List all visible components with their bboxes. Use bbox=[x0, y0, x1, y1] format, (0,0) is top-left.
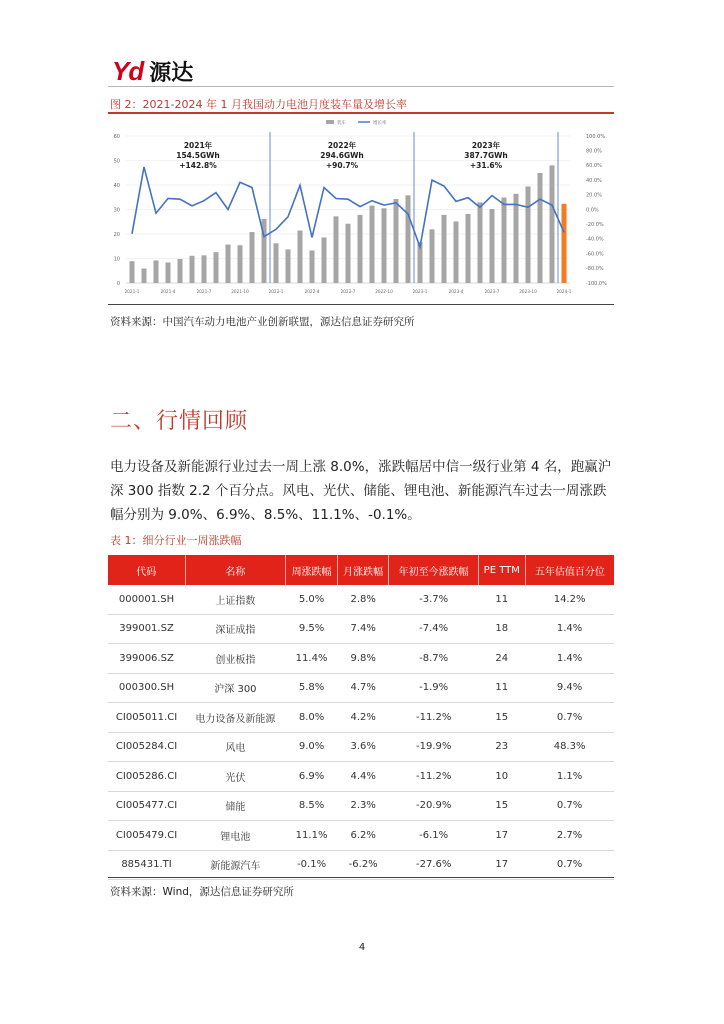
chart-x-tick-label: 2022-10 bbox=[375, 289, 393, 294]
table-cell: 深证成指 bbox=[185, 614, 286, 644]
figure-title: 图 2：2021-2024 年 1 月我国动力电池月度装车量及增长率 bbox=[110, 98, 407, 111]
chart-y2-tick-label: -60.0% bbox=[586, 251, 604, 258]
table-cell: 9.0% bbox=[286, 732, 338, 762]
table-cell: 11.4% bbox=[286, 644, 338, 674]
chart-y2-tick-label: 20.0% bbox=[586, 192, 602, 199]
table-cell: -7.4% bbox=[389, 614, 478, 644]
market-review-paragraph: 电力设备及新能源行业过去一周上涨 8.0%，涨跌幅居中信一级行业第 4 名，跑赢沪深 300 指数 2.2 个百分点。风电、光伏、储能、锂电池、新能源汽车过去一周涨跌幅分别为 9.0%、6.9%、8.5%、11.1%、-0.1%。 bbox=[110, 459, 612, 523]
table-cell: -8.7% bbox=[389, 644, 478, 674]
chart-x-tick-label: 2023-1 bbox=[412, 289, 428, 294]
table-cell: -19.9% bbox=[389, 732, 478, 762]
table-cell: 新能源汽车 bbox=[185, 850, 286, 880]
table-cell: 4.7% bbox=[337, 673, 389, 703]
table-cell: 储能 bbox=[185, 791, 286, 821]
chart-annotations bbox=[176, 140, 508, 170]
chart-bar bbox=[345, 224, 350, 283]
table-cell: 399001.SZ bbox=[108, 614, 185, 644]
chart-bar bbox=[189, 256, 194, 283]
table-cell: 8.5% bbox=[286, 791, 338, 821]
chart-bar bbox=[153, 260, 158, 283]
chart-y2-tick-label: -20.0% bbox=[586, 222, 604, 228]
table-cell: 10 bbox=[478, 762, 525, 792]
table-cell: 6.9% bbox=[286, 762, 338, 792]
table-cell: 399006.SZ bbox=[108, 644, 185, 674]
table-cell: 11 bbox=[478, 585, 525, 614]
chart-bar bbox=[297, 231, 302, 283]
annotation-total: 387.7GWh bbox=[464, 151, 508, 160]
chart-x-tick-label: 2022-7 bbox=[340, 289, 356, 294]
annotation-total: 154.5GWh bbox=[176, 151, 220, 160]
legend-bar-label: 装车 bbox=[337, 121, 346, 127]
header-divider bbox=[108, 86, 614, 87]
chart-y2-tick-label: 100.0% bbox=[586, 133, 606, 140]
table-row bbox=[108, 762, 614, 792]
table-cell: 沪深 300 bbox=[185, 673, 286, 703]
chart-bar bbox=[393, 199, 398, 283]
chart-bar bbox=[225, 245, 230, 283]
table-cell: -27.6% bbox=[389, 850, 478, 880]
table-row bbox=[108, 644, 614, 674]
chart-y-tick-label: 50 bbox=[113, 158, 120, 165]
chart-y2-tick-label: 80.0% bbox=[586, 148, 602, 155]
table-header-row bbox=[108, 555, 614, 585]
chart-y2-tick-label: -80.0% bbox=[586, 266, 604, 273]
table-cell: 000001.SH bbox=[108, 585, 185, 614]
table-cell: 11 bbox=[478, 673, 525, 703]
legend-line-label: 增长率 bbox=[373, 121, 387, 127]
chart-bar bbox=[369, 206, 374, 283]
table-cell: 9.4% bbox=[525, 673, 614, 703]
annotation-growth: +31.6% bbox=[469, 161, 503, 170]
table-cell: 1.1% bbox=[525, 762, 614, 792]
battery-installation-chart bbox=[108, 116, 614, 302]
legend-bar-swatch bbox=[326, 120, 334, 124]
company-logo bbox=[112, 56, 193, 87]
chart-right-axis-labels bbox=[586, 134, 607, 287]
chart-bar bbox=[141, 269, 146, 283]
table-cell: 3.6% bbox=[337, 732, 389, 762]
chart-x-tick-label: 2021-1 bbox=[124, 289, 140, 294]
chart-x-tick-label: 2023-4 bbox=[448, 289, 464, 294]
table-cell: 000300.SH bbox=[108, 673, 185, 703]
chart-bar bbox=[501, 197, 506, 283]
table-cell: -11.2% bbox=[389, 703, 478, 733]
chart-bar bbox=[333, 216, 338, 283]
chart-y-tick-label: 10 bbox=[113, 256, 120, 263]
figure-bottom-rule bbox=[108, 304, 614, 305]
chart-bar bbox=[405, 195, 410, 283]
table-cell: 4.2% bbox=[337, 703, 389, 733]
sector-performance-table bbox=[108, 555, 614, 880]
table-row bbox=[108, 673, 614, 703]
table-cell: 1.4% bbox=[525, 614, 614, 644]
table-row bbox=[108, 821, 614, 851]
table-cell: 9.5% bbox=[286, 614, 338, 644]
annotation-year: 2022年 bbox=[327, 141, 357, 150]
table-row bbox=[108, 791, 614, 821]
table-cell: 光伏 bbox=[185, 762, 286, 792]
table-cell: 6.2% bbox=[337, 821, 389, 851]
table-cell: 锂电池 bbox=[185, 821, 286, 851]
table-header-cell: 代码 bbox=[108, 555, 185, 585]
annotation-year: 2023年 bbox=[471, 141, 501, 150]
chart-x-tick-label: 2022-4 bbox=[304, 289, 320, 294]
chart-x-tick-label: 2021-10 bbox=[231, 289, 249, 294]
table-row bbox=[108, 850, 614, 880]
table-cell: 电力设备及新能源 bbox=[185, 703, 286, 733]
chart-legend bbox=[326, 119, 387, 126]
table-cell: 7.4% bbox=[337, 614, 389, 644]
table-cell: 17 bbox=[478, 821, 525, 851]
chart-x-tick-label: 2023-10 bbox=[519, 289, 537, 294]
annotation-year: 2021年 bbox=[183, 141, 213, 150]
chart-x-tick-label: 2023-7 bbox=[484, 289, 500, 294]
section-title: 二、行情回顾 bbox=[110, 409, 249, 434]
chart-bar bbox=[381, 208, 386, 283]
table-cell: 风电 bbox=[185, 732, 286, 762]
chart-bar bbox=[477, 202, 482, 283]
table-header-cell: PE TTM bbox=[478, 555, 525, 585]
chart-bar bbox=[177, 259, 182, 283]
table-cell: 2.7% bbox=[525, 821, 614, 851]
table-body bbox=[108, 585, 614, 880]
chart-bar bbox=[453, 222, 458, 283]
chart-x-tick-label: 2022-1 bbox=[268, 289, 284, 294]
chart-bar bbox=[537, 173, 542, 283]
table-cell: 8.0% bbox=[286, 703, 338, 733]
table-header-cell: 年初至今涨跌幅 bbox=[389, 555, 478, 585]
table-row bbox=[108, 703, 614, 733]
table-cell: 0.7% bbox=[525, 850, 614, 880]
table-cell: -1.9% bbox=[389, 673, 478, 703]
chart-bar bbox=[357, 215, 362, 283]
chart-bar bbox=[489, 209, 494, 283]
logo-text: 源达 bbox=[149, 61, 194, 86]
chart-bar bbox=[201, 255, 206, 283]
chart-bar bbox=[321, 237, 326, 283]
table-title: 表 1：细分行业一周涨跌幅 bbox=[110, 534, 242, 547]
chart-y-tick-label: 20 bbox=[113, 231, 120, 238]
table-cell: 2.3% bbox=[337, 791, 389, 821]
chart-bar bbox=[165, 262, 170, 283]
table-cell: 0.7% bbox=[525, 791, 614, 821]
table-cell: 4.4% bbox=[337, 762, 389, 792]
table-cell: CI005479.CI bbox=[108, 821, 185, 851]
annotation-total: 294.6GWh bbox=[320, 151, 364, 160]
table-cell: 2.8% bbox=[337, 585, 389, 614]
figure-title-rule bbox=[108, 112, 614, 114]
chart-bars bbox=[129, 165, 566, 283]
table-cell: 5.8% bbox=[286, 673, 338, 703]
table-cell: 创业板指 bbox=[185, 644, 286, 674]
table-header-cell: 名称 bbox=[185, 555, 286, 585]
table-cell: 18 bbox=[478, 614, 525, 644]
chart-y2-tick-label: 60.0% bbox=[586, 163, 602, 170]
table-cell: 48.3% bbox=[525, 732, 614, 762]
chart-y2-tick-label: 0.0% bbox=[586, 207, 599, 214]
table-bottom-rule bbox=[108, 877, 614, 878]
annotation-growth: +90.7% bbox=[325, 161, 359, 170]
chart-bar bbox=[525, 186, 530, 283]
table-cell: 15 bbox=[478, 703, 525, 733]
table-cell: -11.2% bbox=[389, 762, 478, 792]
table-source: 资料来源：Wind，源达信息证券研究所 bbox=[110, 886, 294, 898]
chart-bar bbox=[549, 165, 554, 283]
chart-bar bbox=[561, 204, 566, 283]
table-cell: -0.1% bbox=[286, 850, 338, 880]
chart-x-tick-label: 2021-7 bbox=[196, 289, 212, 294]
chart-x-axis-labels bbox=[125, 289, 572, 294]
table-cell: -6.2% bbox=[337, 850, 389, 880]
chart-bar bbox=[513, 194, 518, 283]
table-header-cell: 周涨跌幅 bbox=[286, 555, 338, 585]
chart-bar bbox=[273, 243, 278, 283]
chart-bar bbox=[465, 214, 470, 283]
chart-bar bbox=[285, 249, 290, 283]
table-cell: 9.8% bbox=[337, 644, 389, 674]
chart-bar bbox=[237, 245, 242, 283]
chart-y2-tick-label: -40.0% bbox=[586, 236, 604, 243]
chart-bar bbox=[249, 232, 254, 283]
table-cell: 15 bbox=[478, 791, 525, 821]
chart-bar bbox=[429, 229, 434, 283]
chart-bar bbox=[129, 261, 134, 283]
table-cell: 17 bbox=[478, 850, 525, 880]
chart-y-tick-label: 60 bbox=[113, 133, 120, 140]
table-cell: CI005011.CI bbox=[108, 703, 185, 733]
annotation-growth: +142.8% bbox=[179, 161, 217, 170]
table-cell: 23 bbox=[478, 732, 525, 762]
table-cell: CI005286.CI bbox=[108, 762, 185, 792]
table-header-cell: 五年估值百分位 bbox=[525, 555, 614, 585]
table-cell: 885431.TI bbox=[108, 850, 185, 880]
chart-x-tick-label: 2024-1 bbox=[556, 289, 572, 294]
figure-source: 资料来源：中国汽车动力电池产业创新联盟，源达信息证券研究所 bbox=[110, 316, 415, 328]
chart-y-tick-label: 0 bbox=[116, 280, 120, 287]
chart-left-axis-labels bbox=[114, 134, 120, 287]
table-row bbox=[108, 614, 614, 644]
table-cell: 0.7% bbox=[525, 703, 614, 733]
table-cell: 上证指数 bbox=[185, 585, 286, 614]
chart-y-tick-label: 30 bbox=[113, 207, 120, 214]
chart-bar bbox=[309, 250, 314, 283]
page-number: 4 bbox=[358, 942, 366, 953]
table-row bbox=[108, 585, 614, 614]
chart-bar bbox=[213, 252, 218, 283]
chart-y2-tick-label: -100.0% bbox=[586, 280, 607, 287]
table-cell: -6.1% bbox=[389, 821, 478, 851]
table-row bbox=[108, 732, 614, 762]
table-cell: -3.7% bbox=[389, 585, 478, 614]
table-cell: CI005284.CI bbox=[108, 732, 185, 762]
chart-y2-tick-label: 40.0% bbox=[586, 177, 602, 184]
table-cell: 24 bbox=[478, 644, 525, 674]
chart-y-tick-label: 40 bbox=[113, 182, 120, 189]
table-cell: 5.0% bbox=[286, 585, 338, 614]
table-cell: -20.9% bbox=[389, 791, 478, 821]
table-cell: CI005477.CI bbox=[108, 791, 185, 821]
chart-x-tick-label: 2021-4 bbox=[160, 289, 176, 294]
table-cell: 11.1% bbox=[286, 821, 338, 851]
table-cell: 14.2% bbox=[525, 585, 614, 614]
table-cell: 1.4% bbox=[525, 644, 614, 674]
chart-bar bbox=[441, 215, 446, 283]
logo-mark: Yd bbox=[112, 56, 144, 86]
table-header-cell: 月涨跌幅 bbox=[337, 555, 389, 585]
